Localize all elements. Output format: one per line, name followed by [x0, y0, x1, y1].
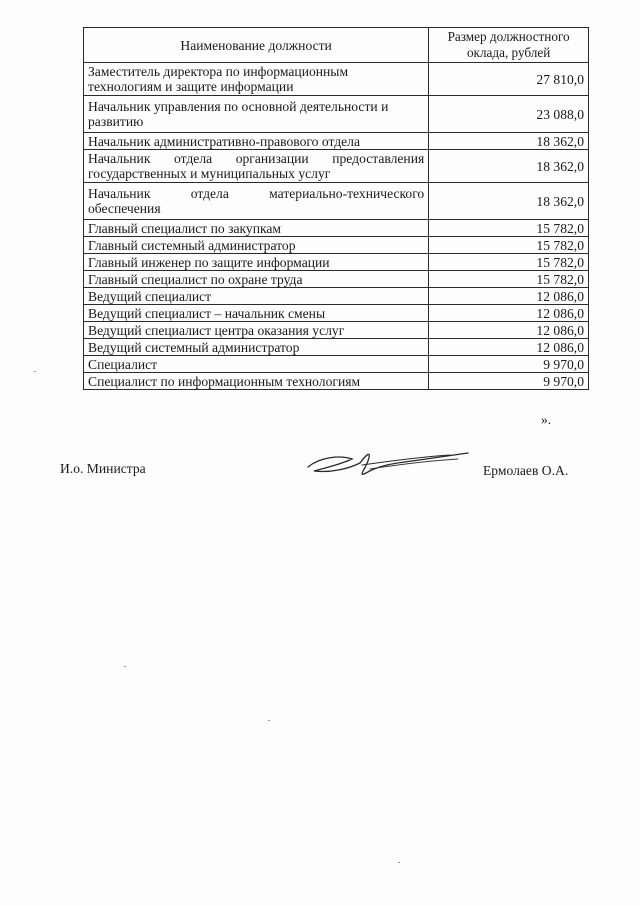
column-header-salary-line1: Размер должностного: [447, 29, 570, 44]
table-row: [84, 305, 589, 322]
table-row: [84, 220, 589, 237]
position-name: Начальник отдела материально-технического обеспечения: [84, 183, 429, 220]
position-name: Главный системный администратор: [84, 237, 429, 254]
salary-value: 12 086,0: [429, 288, 589, 305]
table-row: [84, 322, 589, 339]
table-row: [84, 96, 589, 133]
position-name: Ведущий специалист: [84, 288, 429, 305]
table-row: [84, 373, 589, 390]
salary-value: 12 086,0: [429, 322, 589, 339]
salary-value: 18 362,0: [429, 183, 589, 220]
table-row: [84, 150, 589, 183]
table-row: [84, 339, 589, 356]
position-name: Заместитель директора по информационным технологиям и защите информации: [84, 63, 429, 96]
table-row: [84, 356, 589, 373]
position-name: Начальник отдела организации предоставления государственных и муниципальных услуг: [84, 150, 429, 183]
salary-value: 15 782,0: [429, 237, 589, 254]
position-name: Главный инженер по защите информации: [84, 254, 429, 271]
table-header-row: [84, 28, 589, 63]
scan-speck: [124, 666, 126, 667]
position-name: Главный специалист по охране труда: [84, 271, 429, 288]
scan-speck: [268, 720, 270, 721]
salary-value: 12 086,0: [429, 305, 589, 322]
salary-value: 27 810,0: [429, 63, 589, 96]
position-name: Главный специалист по закупкам: [84, 220, 429, 237]
signatory-name: Ермолаев О.А.: [483, 463, 569, 478]
salary-table: [83, 27, 589, 390]
salary-value: 15 782,0: [429, 220, 589, 237]
table-row: [84, 271, 589, 288]
position-name: Специалист: [84, 356, 429, 373]
salary-value: 18 362,0: [429, 150, 589, 183]
position-name: Специалист по информационным технологиям: [84, 373, 429, 390]
salary-value: 9 970,0: [429, 373, 589, 390]
signatory-role: И.о. Министра: [60, 461, 146, 476]
salary-value: 23 088,0: [429, 96, 589, 133]
scan-speck: [34, 371, 36, 372]
table-row: [84, 183, 589, 220]
scan-speck: [398, 862, 400, 863]
salary-value: 15 782,0: [429, 271, 589, 288]
salary-value: 9 970,0: [429, 356, 589, 373]
position-name: Ведущий системный администратор: [84, 339, 429, 356]
column-header-position: [84, 28, 429, 63]
closing-quote-mark: ».: [541, 412, 552, 427]
table-row: [84, 63, 589, 96]
column-header-position-label: Наименование должности: [180, 37, 332, 53]
salary-value: 18 362,0: [429, 133, 589, 150]
position-name: Ведущий специалист центра оказания услуг: [84, 322, 429, 339]
position-name: Начальник административно-правового отдела: [84, 133, 429, 150]
salary-value: 15 782,0: [429, 254, 589, 271]
position-name: Начальник управления по основной деятельности и развитию: [84, 96, 429, 133]
position-name: Ведущий специалист – начальник смены: [84, 305, 429, 322]
table-row: [84, 237, 589, 254]
column-header-salary: [429, 28, 589, 63]
table-row: [84, 288, 589, 305]
table-row: [84, 133, 589, 150]
table-row: [84, 254, 589, 271]
handwritten-signature: [300, 443, 475, 483]
column-header-salary-line2: оклада, рублей: [466, 45, 551, 60]
salary-value: 12 086,0: [429, 339, 589, 356]
